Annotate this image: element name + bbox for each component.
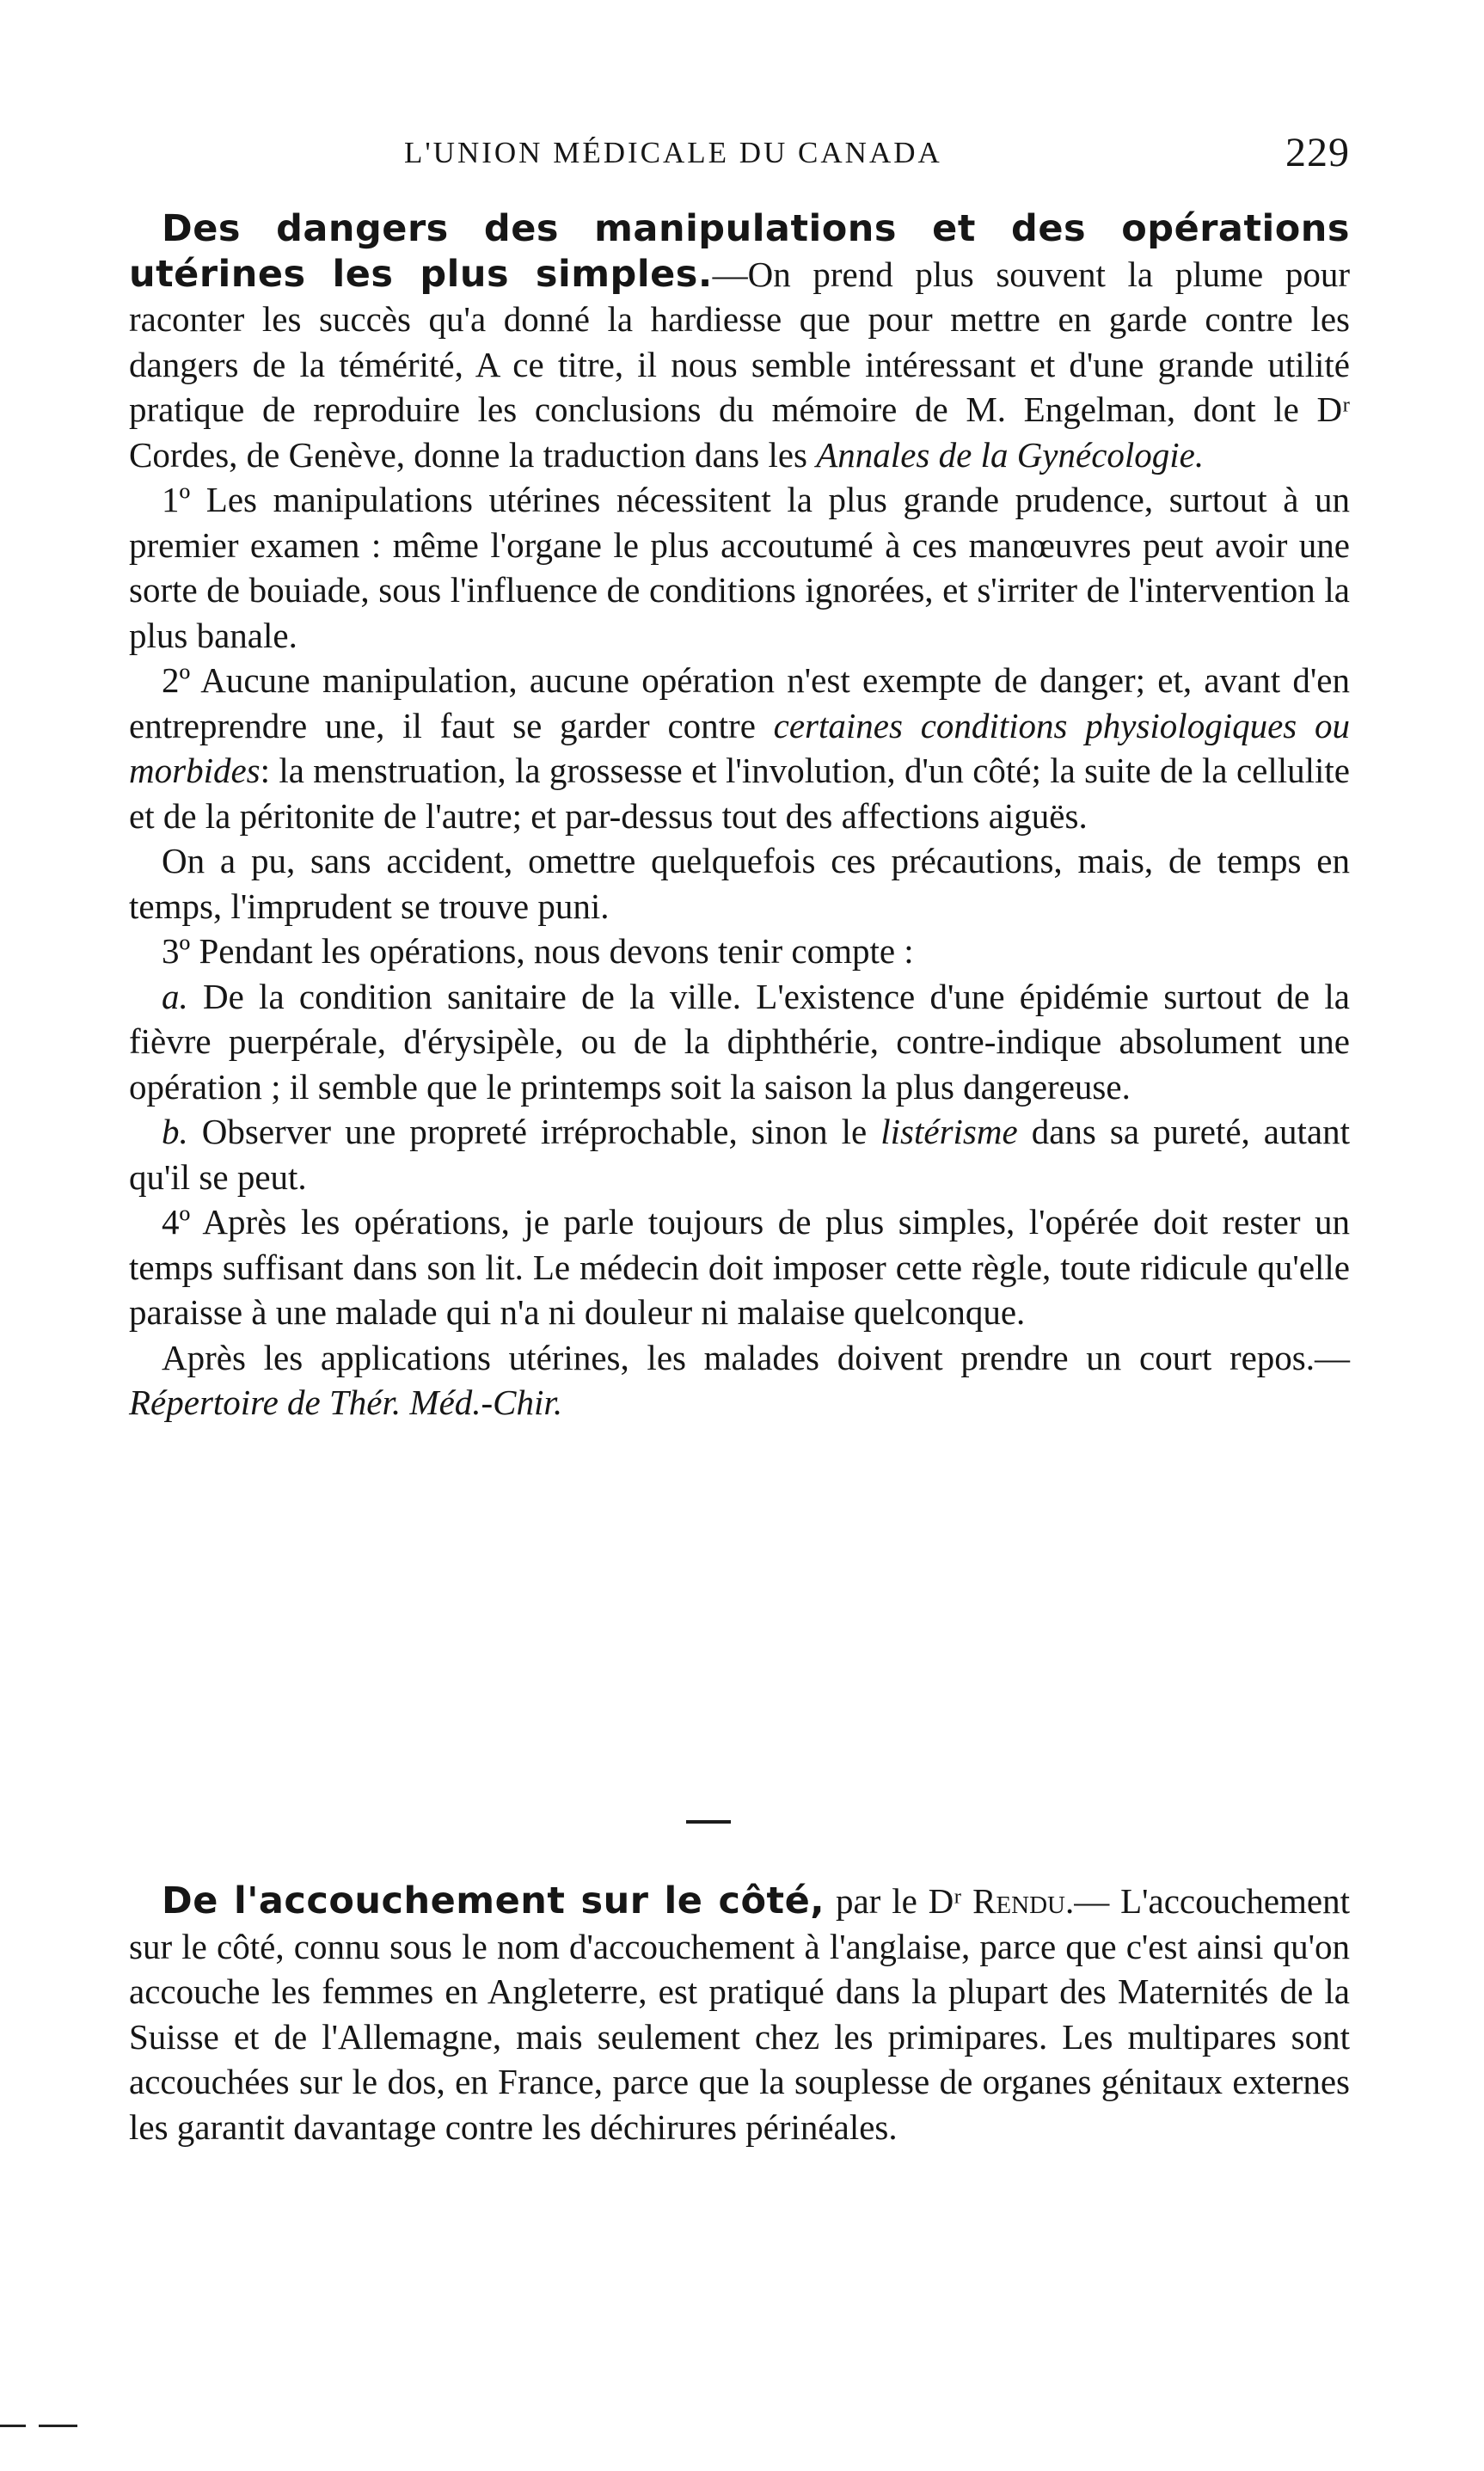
point-3b-label: b. <box>162 1112 188 1151</box>
point-2-emphasis: certaines conditions physiologiques ou morbides <box>129 705 1350 790</box>
article-side-delivery <box>129 1879 1350 2149</box>
point-3a-label: a. <box>162 976 188 1016</box>
closing-text: Après les applications utérines, les malades doivent prendre un court repos.— <box>162 1337 1350 1377</box>
byline-author: Rendu <box>972 1881 1065 1921</box>
point-2-paragraph <box>129 658 1350 838</box>
article-uterine-dangers <box>129 206 1350 1426</box>
byline-suffix: .— <box>1064 1881 1110 1921</box>
point-3b-emphasis: listérisme <box>880 1112 1018 1151</box>
article-lead-paragraph <box>129 206 1350 477</box>
point-3b-paragraph <box>129 1109 1350 1199</box>
article-intro: —On prend plus souvent la plume pour raconter les succès qu'a donné la hardiesse que pour mettre en garde contre les dangers de la témérité, A ce titre, il nous semble intéressant et d'une grande utilité pratique de reproduire les conclusions du mémoire de M. Engelman, dont le Dʳ Cordes, de Genève, donne la traduction dans les <box>129 254 1350 475</box>
source-journal: Annales de la Gynécologie. <box>816 434 1205 475</box>
page-number: 229 <box>1285 130 1350 175</box>
article-separator <box>686 1820 731 1824</box>
closing-source: Répertoire de Thér. Méd.-Chir. <box>129 1383 563 1422</box>
point-2-text-start: 2º Aucune manipulation, aucune opération n'est exempte de danger; et, avant d'en entreprendre une, il faut se garder contre <box>129 660 1350 745</box>
caution-paragraph: On a pu, sans accident, omettre quelquefois ces précautions, mais, de temps en temps, l'imprudent se trouve puni. <box>129 841 1350 926</box>
page-edge-marks <box>0 2425 129 2433</box>
article-title: Des dangers des manipulations et des opérations utérines les plus simples. <box>129 207 1350 296</box>
running-head: L'UNION MÉDICALE DU CANADA <box>404 136 942 169</box>
byline-prefix: par le Dʳ <box>825 1881 973 1921</box>
point-3b-text-end: dans sa pureté, autant qu'il se peut. <box>129 1112 1350 1197</box>
point-3-paragraph: 3º Pendant les opérations, nous devons tenir compte : <box>162 931 914 971</box>
point-3a-text: De la condition sanitaire de la ville. L'existence d'une épidémie surtout de la fièvre puerpérale, d'érysipèle, ou de la diphthérie, contre-indique absolument une opération ; il semble que le printemps soit la saison la plus dangereuse. <box>129 976 1350 1107</box>
point-2-text-end: : la menstruation, la grossesse et l'involution, d'un côté; la suite de la cellulite et de la péritonite de l'autre; et par-dessus tout des affections aiguës. <box>129 751 1350 836</box>
article-2-title: De l'accouchement sur le côté, <box>162 1879 825 1922</box>
point-3b-text-start: Observer une propreté irréprochable, sinon le <box>187 1112 881 1151</box>
edge-mark <box>0 2425 26 2427</box>
edge-mark <box>39 2425 77 2427</box>
article-2-body: L'accouchement sur le côté, connu sous le nom d'accouchement à l'anglaise, parce que c'est ainsi qu'on accouche les femmes en Angleterre, est pratiqué dans la plupart des Maternités de la Suisse et de l'Allemagne, mais seulement chez les primipares. Les multipares sont accouchées sur le dos, en France, parce que la souplesse de organes génitaux externes les garantit davantage contre les déchirures périnéales. <box>129 1881 1351 2147</box>
page-header <box>129 129 1350 181</box>
closing-paragraph <box>129 1335 1350 1426</box>
article-2-paragraph <box>129 1879 1350 2149</box>
point-4-paragraph: 4º Après les opérations, je parle toujours de plus simples, l'opérée doit rester un temps suffisant dans son lit. Le médecin doit imposer cette règle, toute ridicule qu'elle paraisse à une malade qui n'a ni douleur ni malaise quelconque. <box>129 1202 1350 1332</box>
point-3a-paragraph <box>129 974 1350 1110</box>
point-1-paragraph: 1º Les manipulations utérines nécessitent la plus grande prudence, surtout à un premier examen : même l'organe le plus accoutumé à ces manœuvres peut avoir une sorte de bouiade, sous l'influence de conditions ignorées, et s'irriter de l'intervention la plus banale. <box>129 480 1350 655</box>
